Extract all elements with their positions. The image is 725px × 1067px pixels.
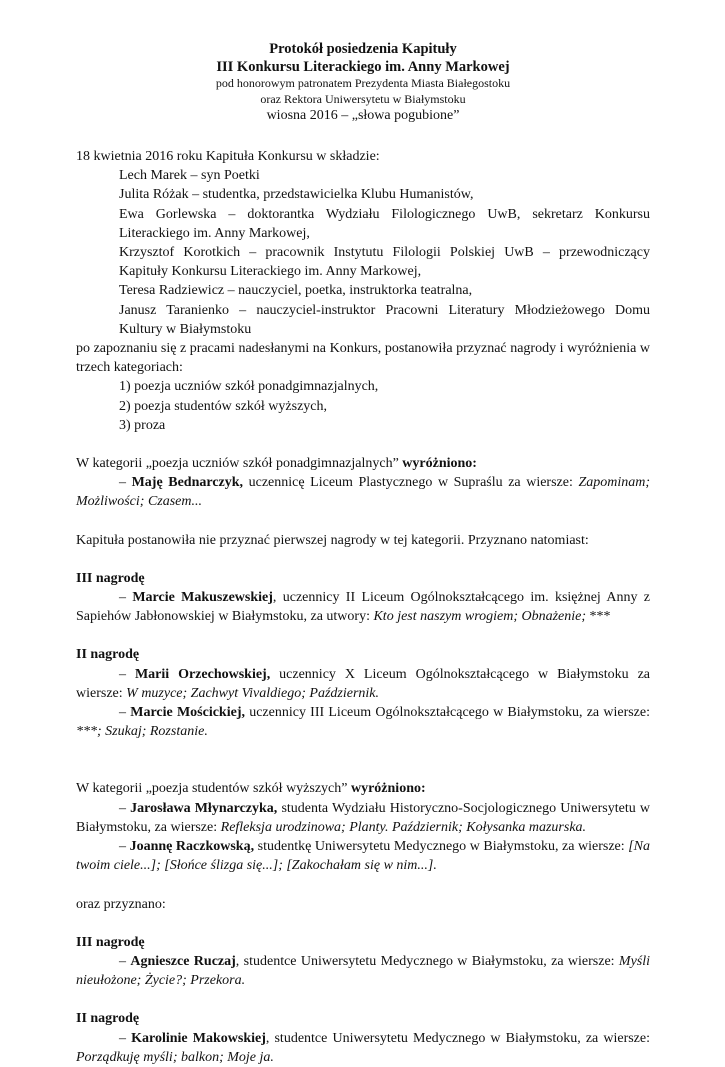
awardee-name: Marcie Makuszewskiej	[132, 590, 273, 606]
entry-dash: –	[119, 839, 130, 855]
jury-member: Julita Różak – studentka, przedstawicielka Klubu Humanistów,	[119, 187, 474, 203]
prize-entry	[76, 665, 650, 703]
distinction-entry	[76, 799, 650, 837]
awardee-works-tail: ***	[586, 609, 611, 625]
jury-member: Teresa Radziewicz – nauczyciel, poetka, instruktorka teatralna,	[119, 283, 473, 299]
awardee-works: Porządkuję myśli; balkon; Moje ja.	[76, 1049, 274, 1065]
awardee-name: Marii Orzechowskiej,	[134, 666, 271, 682]
entry-dash: –	[119, 705, 131, 721]
entry-dash: –	[119, 1030, 132, 1046]
awardee-name: Marcie Mościckiej,	[130, 705, 245, 721]
decision-paragraph: po zapoznaniu się z pracami nadesłanymi na Konkurs, postanowiła przyznać nagrody i wyróżnienia w trzech kategoriach:	[76, 341, 650, 376]
awardee-desc: studenta Wydziału Historyczno-Socjologicznego Uniwersytetu w Białymstoku, za wiersze:	[76, 800, 650, 835]
section2-also: oraz przyznano:	[76, 896, 166, 912]
awardee-desc: studentkę Uniwersytetu Medycznego w Białymstoku, za wiersze:	[254, 839, 629, 855]
third-prize-heading: III nagrodę	[76, 934, 145, 950]
third-prize-heading: III nagrodę	[76, 570, 145, 586]
prize-entry	[76, 588, 650, 626]
awardee-desc: uczennicy X Liceum Ogólnokształcącego w Białymstoku za wiersze:	[76, 666, 650, 701]
awardee-name: Agnieszce Ruczaj	[130, 953, 236, 969]
section1-heading-bold: wyróżniono:	[402, 456, 477, 472]
awardee-name: Maję Bednarczyk,	[131, 475, 244, 491]
awardee-name: Joannę Raczkowską,	[129, 839, 255, 855]
awardee-desc: , uczennicy II Liceum Ogólnokształcącego im. księżnej Anny z Sapiehów Jabłonowskiej w Białymstoku, za utwory:	[76, 590, 651, 625]
awardee-works: Refleksja urodzinowa; Planty. Październik; Kołysanka mazurska.	[220, 819, 587, 835]
awardee-works: Myśli nieułożone; Życie?; Przekora.	[76, 953, 651, 989]
section2-heading-bold: wyróżniono:	[350, 781, 426, 797]
section1-heading	[76, 454, 650, 473]
awardee-desc: , studentce Uniwersytetu Medycznego w Białymstoku, za wiersze:	[265, 1030, 651, 1046]
awardee-works: W muzyce; Zachwyt Vivaldiego; Październik.	[126, 685, 379, 701]
awardee-desc: uczennicę Liceum Plastycznego w Supraślu za wiersze:	[243, 475, 579, 491]
distinction-entry	[76, 473, 650, 511]
second-prize-heading: II nagrodę	[76, 1011, 140, 1027]
section1-note: Kapituła postanowiła nie przyznać pierwszej nagrody w tej kategorii. Przyznano natomiast:	[76, 532, 589, 548]
edition-season: wiosna 2016 – „słowa pogubione”	[266, 108, 460, 123]
entry-dash: –	[119, 475, 132, 491]
section2-heading	[76, 779, 650, 798]
jury-list	[76, 166, 650, 339]
jury-member: Ewa Gorlewska – doktorantka Wydziału Filologicznego UwB, sekretarz Konkursu Literackiego im. Anny Markowej,	[119, 206, 650, 241]
category-item: 3) proza	[119, 417, 166, 433]
entry-dash: –	[119, 953, 131, 969]
patronage-line-2: oraz Rektora Uniwersytetu w Białymstoku	[260, 91, 466, 106]
entry-dash: –	[119, 590, 133, 606]
prize-entry	[76, 1029, 650, 1067]
awardee-works: Zapominam; Możliwości; Czasem...	[76, 475, 650, 510]
category-item: 2) poezja studentów szkół wyższych,	[119, 398, 327, 414]
awardee-name: Jarosława Młynarczyka,	[130, 800, 278, 816]
awardee-works: [Na twoim ciele...]; [Słońce ślizga się...]; [Zakochałam się w nim...].	[76, 839, 651, 874]
jury-member: Lech Marek – syn Poetki	[119, 168, 260, 184]
document-title: Protokół posiedzenia Kapituły	[269, 41, 457, 57]
second-prize-heading: II nagrodę	[76, 647, 140, 663]
patronage-line-1: pod honorowym patronatem Prezydenta Miasta Białegostoku	[215, 76, 511, 90]
document-page	[76, 40, 650, 1067]
section2-heading-text: W kategorii „poezja studentów szkół wyższych”	[76, 781, 348, 797]
awardee-desc: uczennicy III Liceum Ogólnokształcącego w Białymstoku, za wiersze:	[244, 705, 650, 721]
jury-member: Janusz Taranienko – nauczyciel-instruktor Pracowni Literatury Młodzieżowego Domu Kultury w Białymstoku	[119, 302, 650, 337]
awardee-desc: , studentce Uniwersytetu Medycznego w Białymstoku, za wiersze:	[235, 953, 619, 969]
awardee-works: Kto jest naszym wrogiem; Obnażenie;	[373, 609, 587, 625]
categories-list	[76, 377, 650, 435]
section1-heading-text: W kategorii „poezja uczniów szkół ponadgimnazjalnych”	[76, 456, 399, 472]
document-header	[76, 40, 650, 125]
prize-entry	[76, 952, 650, 990]
entry-dash: –	[119, 666, 135, 682]
document-subtitle: III Konkursu Literackiego im. Anny Markowej	[216, 59, 510, 75]
prize-entry	[76, 703, 650, 741]
category-item: 1) poezja uczniów szkół ponadgimnazjalnych,	[119, 379, 379, 395]
awardee-works: ***; Szukaj; Rozstanie.	[76, 724, 208, 740]
entry-dash: –	[119, 800, 131, 816]
intro-paragraph: 18 kwietnia 2016 roku Kapituła Konkursu w składzie:	[76, 149, 380, 164]
awardee-name: Karolinie Makowskiej	[131, 1030, 266, 1046]
distinction-entry	[76, 837, 650, 875]
jury-member: Krzysztof Korotkich – pracownik Instytutu Filologii Polskiej UwB – przewodniczący Kapituły Konkursu Literackiego im. Anny Markowej,	[119, 245, 650, 280]
